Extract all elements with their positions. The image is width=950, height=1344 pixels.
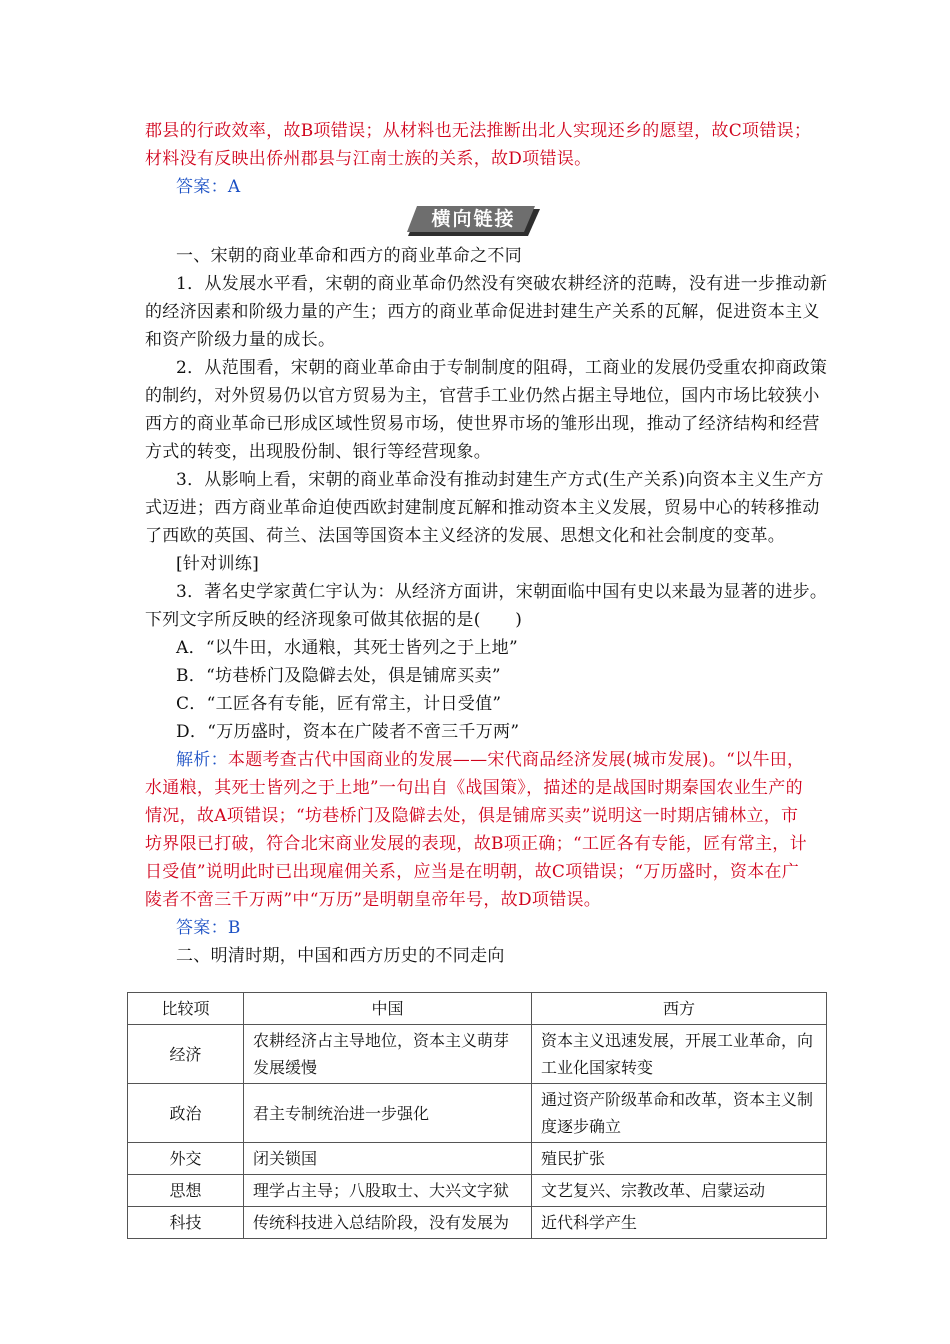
table-cell-west: 殖民扩张	[532, 1143, 827, 1175]
table-row-label: 思想	[128, 1175, 244, 1207]
section1-p3-line: 式迈进；西方商业革命迫使西欧封建制度瓦解和推动资本主义发展，贸易中心的转移推动	[145, 498, 820, 518]
intro-line-1: 郡县的行政效率，故B项错误；从材料也无法推断出北人实现还乡的愿望，故C项错误；	[145, 121, 812, 141]
section1-heading: 一、宋朝的商业革命和西方的商业革命之不同	[176, 246, 522, 266]
intro-line-2: 材料没有反映出侨州郡县与江南士族的关系，故D项错误。	[145, 149, 592, 169]
analysis-first-line	[176, 746, 804, 774]
analysis-line: 水通粮，其死士皆列之于上地”一句出自《战国策》，描述的是战国时期秦国农业生产的	[145, 778, 803, 798]
table-header-cell: 中国	[244, 993, 532, 1025]
analysis-text: 本题考查古代中国商业的发展——宋代商品经济发展(城市发展)。“以牛田，	[227, 750, 805, 770]
table-row	[128, 1084, 827, 1143]
question-line: 3．著名史学家黄仁宇认为：从经济方面讲，宋朝面临中国有史以来最为显著的进步。	[176, 582, 828, 602]
section1-p2-line: 方式的转变，出现股份制、银行等经营现象。	[145, 442, 491, 462]
option-c: C．“工匠各有专能，匠有常主，计日受值”	[176, 694, 502, 714]
table-row-label: 政治	[128, 1084, 244, 1143]
section1-p3-line: 3．从影响上看，宋朝的商业革命没有推动封建生产方式(生产关系)向资本主义生产方	[176, 470, 824, 490]
table-header-cell: 西方	[532, 993, 827, 1025]
table-row-label: 经济	[128, 1025, 244, 1084]
section1-p1-line: 的经济因素和阶级力量的产生；西方的商业革命促进封建生产关系的瓦解，促进资本主义	[145, 302, 820, 322]
option-b: B．“坊巷桥门及隐僻去处，俱是铺席买卖”	[176, 666, 501, 686]
option-a: A．“以牛田，水通粮，其死士皆列之于上地”	[176, 638, 518, 658]
table-row-label: 科技	[128, 1207, 244, 1239]
analysis-label: 解析：	[176, 750, 228, 770]
answer-value: B	[227, 918, 241, 938]
table-cell-west: 通过资产阶级革命和改革，资本主义制度逐步确立	[532, 1084, 827, 1143]
banner-title: 横向链接	[431, 208, 516, 230]
table-cell-west: 近代科学产生	[532, 1207, 827, 1239]
section1-p1-line: 和资产阶级力量的成长。	[145, 330, 336, 350]
intro-answer	[176, 173, 240, 201]
table-header-row	[128, 993, 827, 1025]
practice-label: [针对训练]	[176, 554, 260, 574]
table-row	[128, 1207, 827, 1239]
section2-heading: 二、明清时期，中国和西方历史的不同走向	[176, 946, 505, 966]
table-row	[128, 1143, 827, 1175]
analysis-line: 坊界限已打破，符合北宋商业发展的表现，故B项正确；“工匠各有专能，匠有常主，计	[145, 834, 807, 854]
section1-p2-line: 的制约，对外贸易仍以官方贸易为主，官营手工业仍然占据主导地位，国内市场比较狭小	[145, 386, 820, 406]
table-cell-china: 农耕经济占主导地位，资本主义萌芽发展缓慢	[244, 1025, 532, 1084]
table-row	[128, 1175, 827, 1207]
analysis-line: 情况，故A项错误；“坊巷桥门及隐僻去处，俱是铺席买卖”说明这一时期店铺林立，市	[145, 806, 799, 826]
section1-p3-line: 了西欧的英国、荷兰、法国等国资本主义经济的发展、思想文化和社会制度的变革。	[145, 526, 786, 546]
table-row	[128, 1025, 827, 1084]
analysis-line: 日受值”说明此时已出现雇佣关系，应当是在明朝，故C项错误；“万历盛时，资本在广	[145, 862, 800, 882]
table-cell-west: 文艺复兴、宗教改革、启蒙运动	[532, 1175, 827, 1207]
analysis-line: 陵者不啻三千万两”中“万历”是明朝皇帝年号，故D项错误。	[145, 890, 602, 910]
table-cell-china: 理学占主导；八股取士、大兴文字狱	[244, 1175, 532, 1207]
section1-p2-line: 2．从范围看，宋朝的商业革命由于专制制度的阻碍，工商业的发展仍受重农抑商政策	[176, 358, 828, 378]
table-header-cell: 比较项	[128, 993, 244, 1025]
table-cell-china: 传统科技进入总结阶段，没有发展为	[244, 1207, 532, 1239]
table-cell-west: 资本主义迅速发展，开展工业革命，向工业化国家转变	[532, 1025, 827, 1084]
option-d: D．“万历盛时，资本在广陵者不啻三千万两”	[176, 722, 520, 742]
question-line: 下列文字所反映的经济现象可做其依据的是( )	[145, 610, 523, 630]
table-cell-china: 君主专制统治进一步强化	[244, 1084, 532, 1143]
table-row-label: 外交	[128, 1143, 244, 1175]
answer-value: A	[227, 177, 241, 197]
answer-label: 答案：	[176, 918, 228, 938]
comparison-table	[127, 992, 827, 1239]
section1-p1-line: 1．从发展水平看，宋朝的商业革命仍然没有突破农耕经济的范畴，没有进一步推动新	[176, 274, 828, 294]
answer-label: 答案：	[176, 177, 228, 197]
section-banner	[407, 205, 540, 236]
table-cell-china: 闭关锁国	[244, 1143, 532, 1175]
section1-p2-line: 西方的商业革命已形成区域性贸易市场，使世界市场的雏形出现，推动了经济结构和经营	[145, 414, 820, 434]
practice-answer	[176, 914, 241, 942]
